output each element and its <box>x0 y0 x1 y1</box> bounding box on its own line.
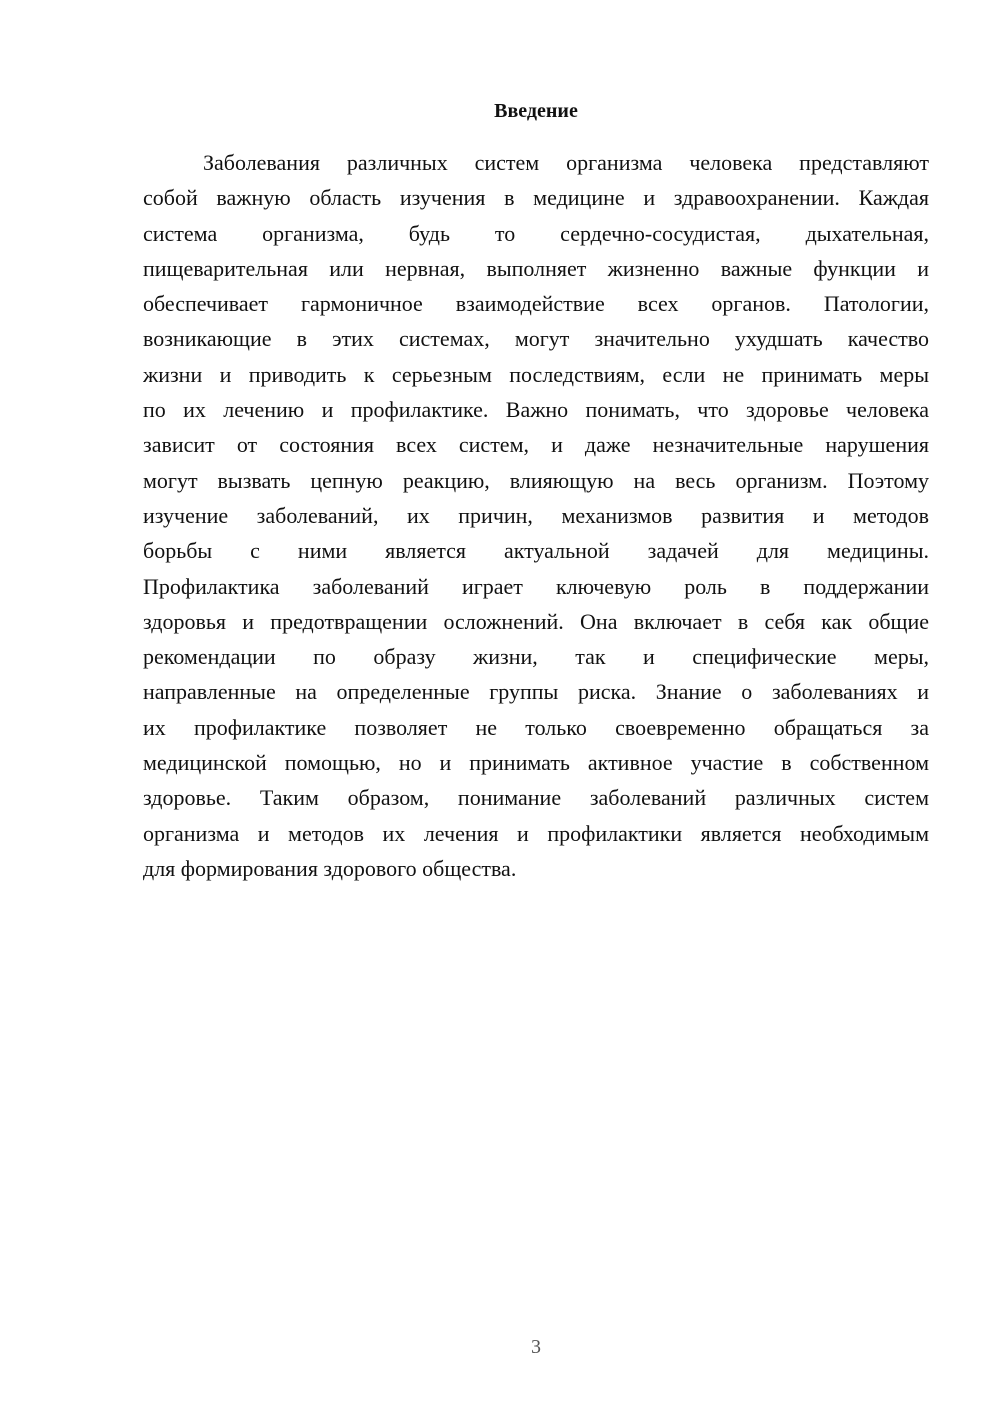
paragraph-line: система организма, будь то сердечно-сосудистая, дыхательная, <box>143 220 929 246</box>
paragraph-line: борьбы с ними является актуальной задачей для медицины. <box>143 538 929 564</box>
paragraph-line: направленные на определенные группы риска. Знание о заболеваниях и <box>143 679 929 705</box>
paragraph-line: собой важную область изучения в медицине и здравоохранении. Каждая <box>143 185 929 211</box>
paragraph-line: зависит от состояния всех систем, и даже незначительные нарушения <box>143 432 929 458</box>
paragraph-line: здоровья и предотвращении осложнений. Она включает в себя как общие <box>143 608 929 634</box>
paragraph-line: могут вызвать цепную реакцию, влияющую на весь организм. Поэтому <box>143 467 929 493</box>
paragraph-line: медицинской помощью, но и принимать активное участие в собственном <box>143 750 929 776</box>
paragraph-line: обеспечивает гармоничное взаимодействие всех органов. Патологии, <box>143 291 929 317</box>
paragraph-line: рекомендации по образу жизни, так и специфические меры, <box>143 644 929 670</box>
paragraph-line: изучение заболеваний, их причин, механизмов развития и методов <box>143 502 929 528</box>
paragraph-line: пищеварительная или нервная, выполняет жизненно важные функции и <box>143 255 929 281</box>
paragraph-line: для формирования здорового общества. <box>143 855 517 881</box>
paragraph-line: Профилактика заболеваний играет ключевую роль в поддержании <box>143 573 929 599</box>
paragraph-line: возникающие в этих системах, могут значительно ухудшать качество <box>143 326 929 352</box>
paragraph-line: Заболевания различных систем организма человека представляют <box>203 150 929 175</box>
paragraph-line: жизни и приводить к серьезным последствиям, если не принимать меры <box>143 361 929 387</box>
paragraph-line: организма и методов их лечения и профилактики является необходимым <box>143 820 929 846</box>
page-heading: Введение <box>494 100 578 122</box>
body-paragraph <box>143 145 929 886</box>
paragraph-line: их профилактике позволяет не только своевременно обращаться за <box>143 714 929 740</box>
paragraph-line: по их лечению и профилактике. Важно понимать, что здоровье человека <box>143 397 929 423</box>
paragraph-line: здоровье. Таким образом, понимание заболеваний различных систем <box>143 785 929 811</box>
page-number: 3 <box>531 1336 541 1358</box>
